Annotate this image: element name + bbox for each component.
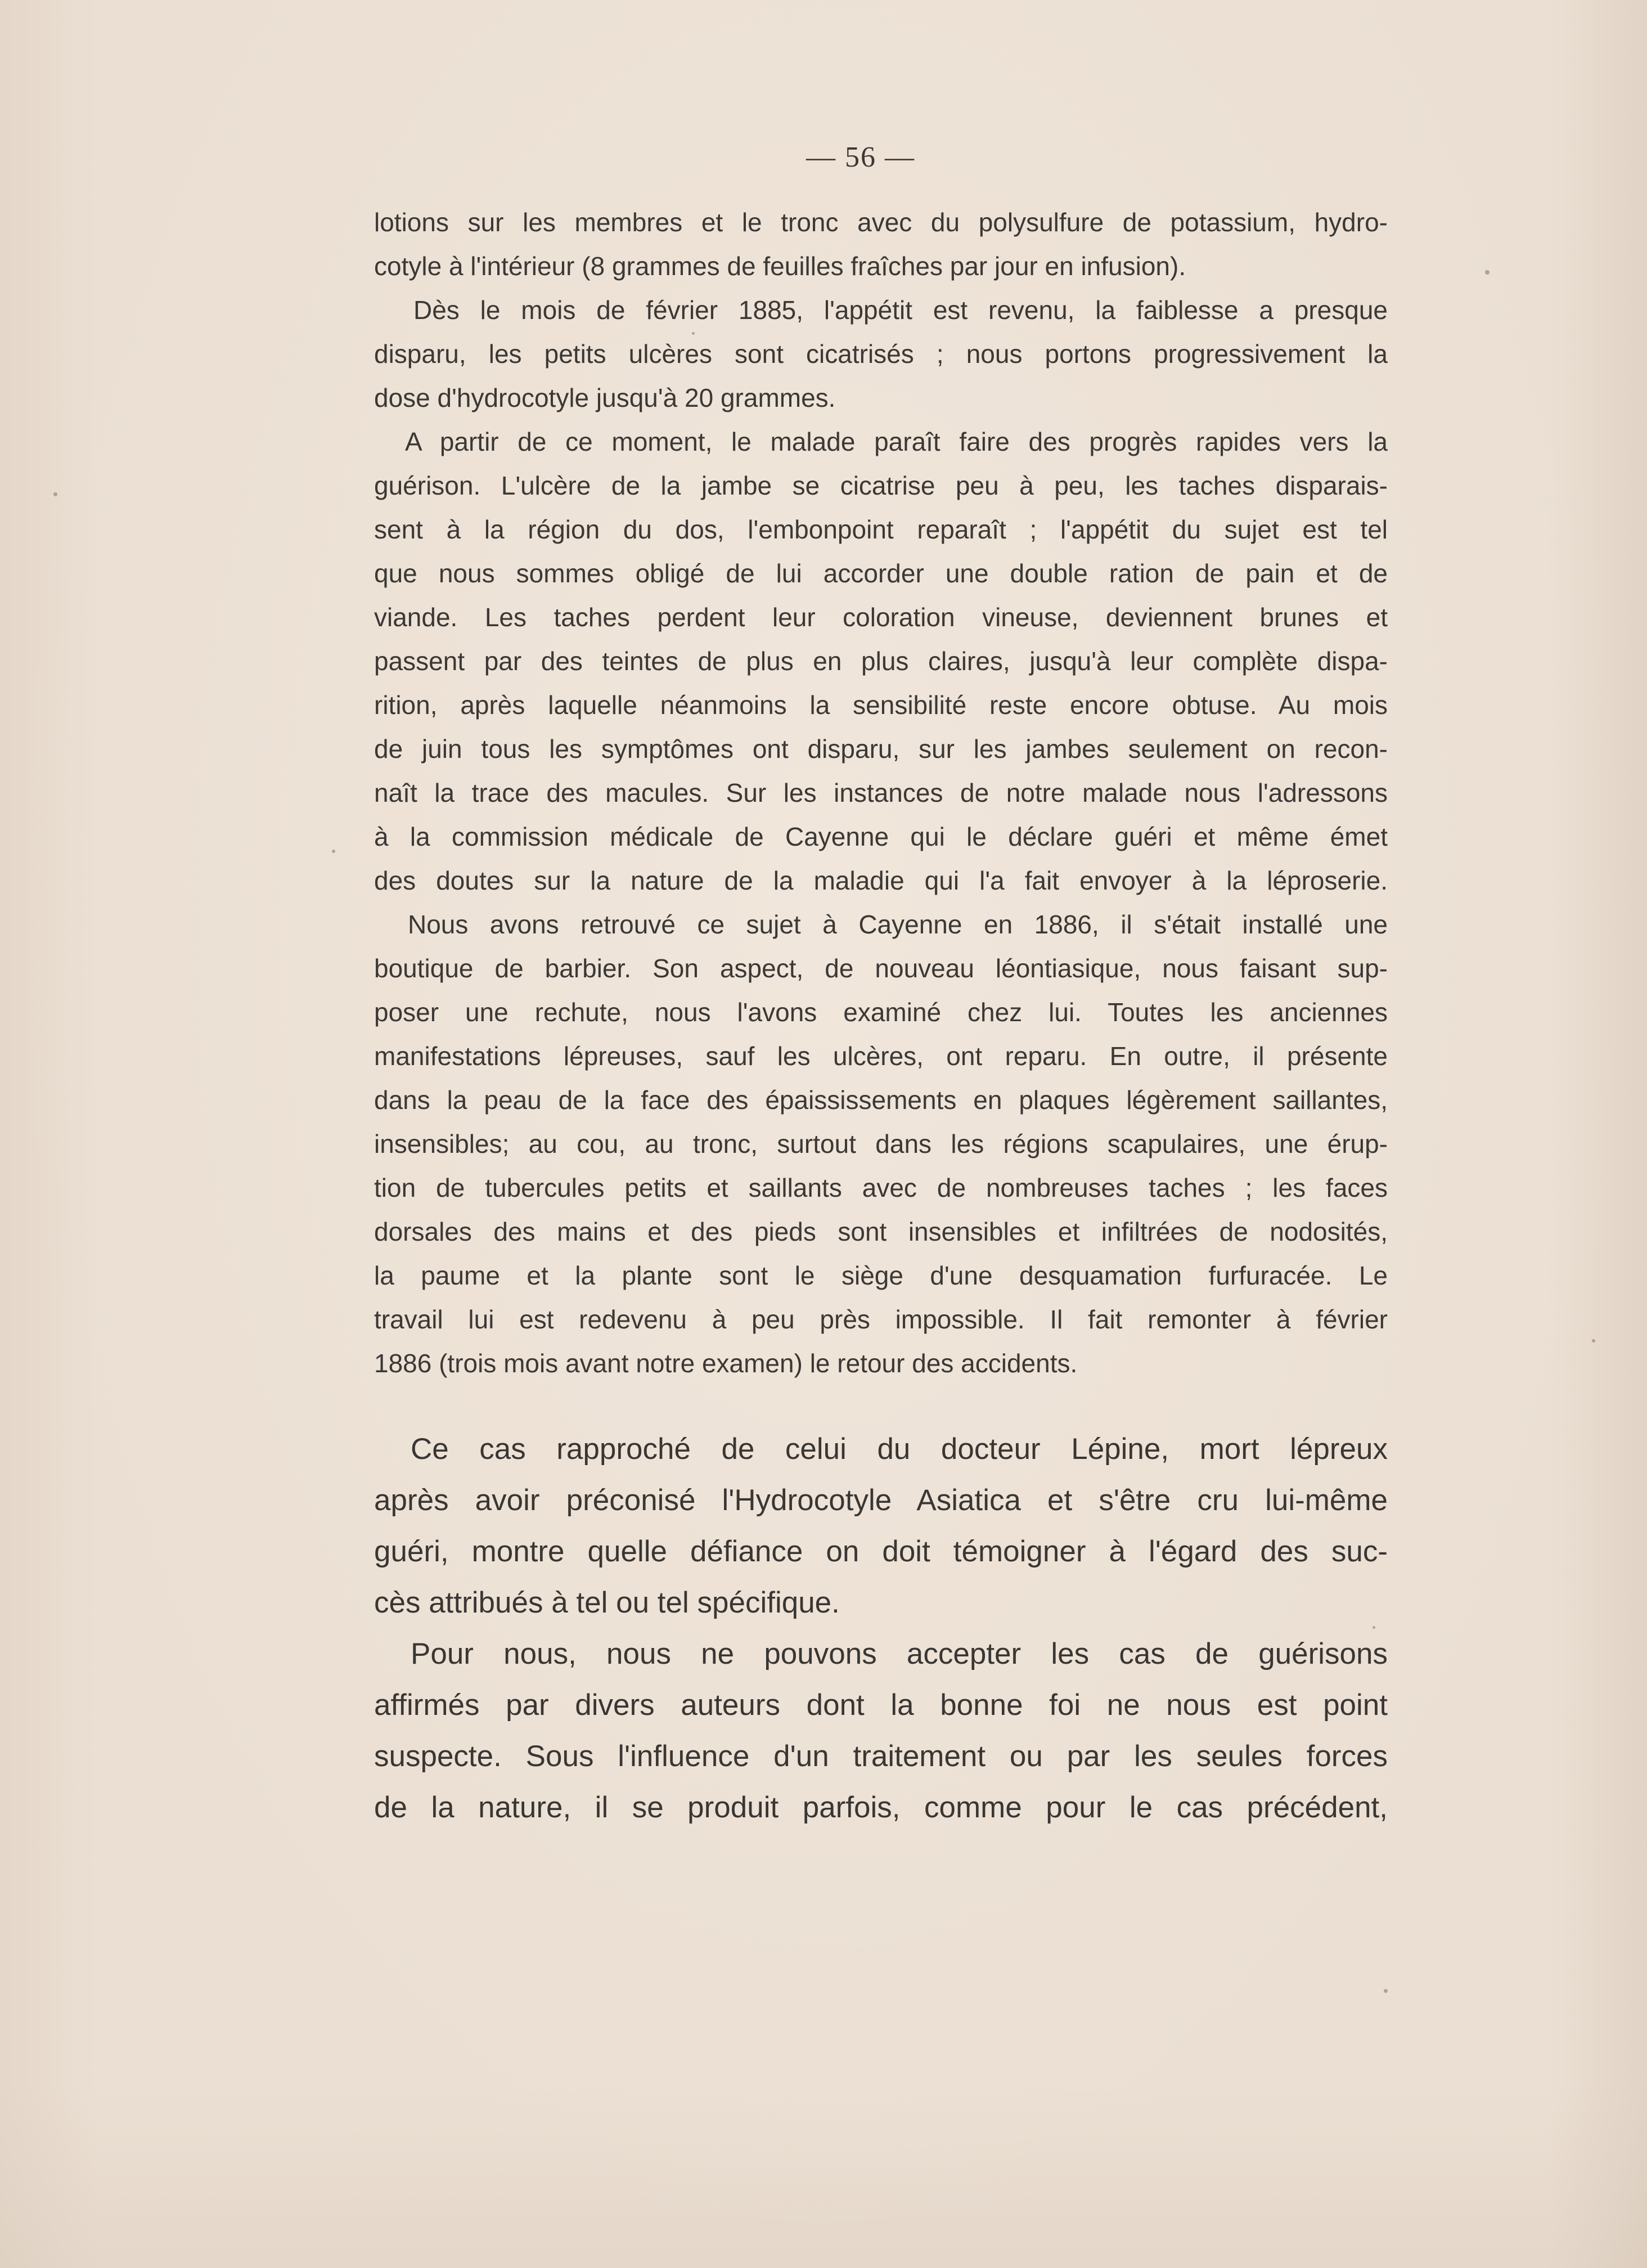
page-number: — 56 — xyxy=(806,141,915,173)
text-line: 1886 (trois mois avant notre examen) le retour des accidents. xyxy=(374,1349,1078,1378)
text-line: Ce cas rapproché de celui du docteur Lépine, mort lépreux xyxy=(411,1432,1388,1466)
text-line: naît la trace des macules. Sur les instances de notre malade nous l'adressons xyxy=(374,778,1388,807)
paper-speck xyxy=(1384,1989,1388,1993)
paper-speck xyxy=(53,492,57,496)
text-line: disparu, les petits ulcères sont cicatrisés ; nous portons progressivement la xyxy=(374,339,1388,369)
text-line: cotyle à l'intérieur (8 grammes de feuilles fraîches par jour en infusion). xyxy=(374,251,1186,281)
text-line: manifestations lépreuses, sauf les ulcères, ont reparu. En outre, il présente xyxy=(374,1041,1388,1071)
text-line: cès attribués à tel ou tel spécifique. xyxy=(374,1586,840,1619)
text-line: insensibles; au cou, au tronc, surtout dans les régions scapulaires, une érup- xyxy=(374,1129,1388,1158)
text-line: des doutes sur la nature de la maladie qui l'a fait envoyer à la léproserie. xyxy=(374,866,1388,895)
text-line: guéri, montre quelle défiance on doit témoigner à l'égard des suc- xyxy=(374,1535,1388,1568)
text-line: A partir de ce moment, le malade paraît faire des progrès rapides vers la xyxy=(405,427,1388,456)
text-line: boutique de barbier. Son aspect, de nouveau léontiasique, nous faisant sup- xyxy=(374,954,1388,983)
text-line: Nous avons retrouvé ce sujet à Cayenne en 1886, il s'était installé une xyxy=(408,910,1388,939)
text-line: de la nature, il se produit parfois, comme pour le cas précédent, xyxy=(374,1791,1388,1824)
text-line: affirmés par divers auteurs dont la bonne foi ne nous est point xyxy=(374,1688,1388,1722)
text-line: Dès le mois de février 1885, l'appétit est revenu, la faiblesse a presque xyxy=(413,295,1388,325)
text-line: passent par des teintes de plus en plus claires, jusqu'à leur complète dispa- xyxy=(374,646,1388,676)
text-line: rition, après laquelle néanmoins la sensibilité reste encore obtuse. Au mois xyxy=(374,690,1388,720)
paper-speck xyxy=(1592,1339,1595,1342)
text-line: à la commission médicale de Cayenne qui le déclare guéri et même émet xyxy=(374,822,1388,851)
text-line: de juin tous les symptômes ont disparu, sur les jambes seulement on recon- xyxy=(374,734,1388,764)
text-line: dose d'hydrocotyle jusqu'à 20 grammes. xyxy=(374,383,836,412)
text-line: guérison. L'ulcère de la jambe se cicatrise peu à peu, les taches disparais- xyxy=(374,471,1388,500)
text-line: tion de tubercules petits et saillants avec de nombreuses taches ; les faces xyxy=(374,1173,1388,1202)
text-line: dans la peau de la face des épaississements en plaques légèrement saillantes, xyxy=(374,1085,1388,1115)
paper-speck xyxy=(1485,270,1490,275)
text-line: que nous sommes obligé de lui accorder une double ration de pain et de xyxy=(374,559,1388,588)
paper-speck xyxy=(332,850,335,853)
text-line: viande. Les taches perdent leur coloration vineuse, deviennent brunes et xyxy=(374,603,1388,632)
text-line: Pour nous, nous ne pouvons accepter les cas de guérisons xyxy=(411,1637,1388,1670)
paper-speck xyxy=(692,332,695,335)
text-line: sent à la région du dos, l'embonpoint reparaît ; l'appétit du sujet est tel xyxy=(374,515,1388,544)
text-line: la paume et la plante sont le siège d'une desquamation furfuracée. Le xyxy=(374,1261,1388,1290)
paper-speck xyxy=(1372,1626,1375,1629)
text-line: suspecte. Sous l'influence d'un traitement ou par les seules forces xyxy=(374,1740,1388,1773)
text-line: dorsales des mains et des pieds sont insensibles et infiltrées de nodosités, xyxy=(374,1217,1388,1246)
text-line: travail lui est redevenu à peu près impossible. Il fait remonter à février xyxy=(374,1305,1388,1334)
text-line: poser une rechute, nous l'avons examiné chez lui. Toutes les anciennes xyxy=(374,998,1388,1027)
text-line: lotions sur les membres et le tronc avec du polysulfure de potassium, hydro- xyxy=(374,208,1388,237)
text-line: après avoir préconisé l'Hydrocotyle Asiatica et s'être cru lui-même xyxy=(374,1484,1388,1517)
